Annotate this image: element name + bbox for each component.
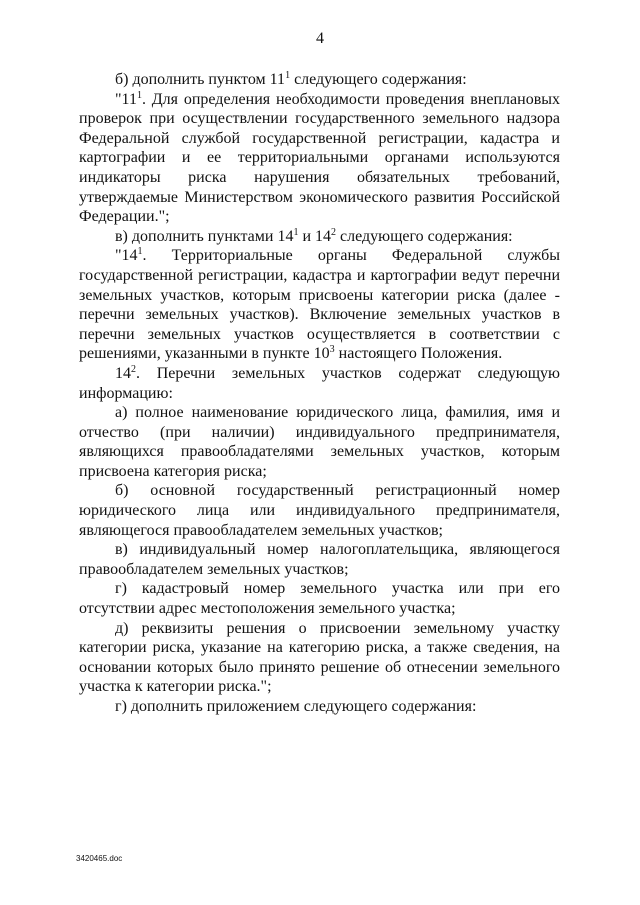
paragraph-add-item-11-1: б) дополнить пунктом $11^1$ следующего содержания: [115,70,467,88]
paragraph-add-appendix: г) дополнить приложением следующего содержания: [115,698,477,715]
file-name-footer: 3420465.doc [76,854,123,863]
page-number: 4 [316,30,324,47]
list-item-b: б) основной государственный регистрационный номер юридического лица или индивидуального предпринимателя, являющегося правообладателем земельных участков; [79,482,560,539]
list-item-v: в) индивидуальный номер налогоплательщика, являющегося правообладателем земельных участков; [79,541,560,578]
list-item-g: г) кадастровый номер земельного участка или при его отсутствии адрес местоположения земельного участка; [79,580,560,618]
list-item-d: д) реквизиты решения о присвоении земельному участку категории риска, указание на категорию риска, а также сведения, на основании которых было принято решение об отнесении земельного участка к категории риска."; [79,619,560,696]
list-item-a: а) полное наименование юридического лица, фамилия, имя и отчество (при наличии) индивидуального предпринимателя, являющихся правообладателями земельных участков, которым присвоена категория риска; [79,404,560,480]
paragraph-add-items-14: в) дополнить пунктами $14^1$ и $14^2$ следующего содержания: [115,226,513,245]
paragraph-item-14-1: "$14^1$. Территориальные органы Федеральной службы государственной регистрации, кадастра и картографии ведут перечни земельных участков, которым присвоены категории риска (далее - перечни земельных участков). Включение земельных участков в перечни земельных участков осуществляется в соответствии с решениями, указанными в пункте $10^3$ настоящего Положения. [79,246,560,363]
paragraph-item-14-2: $14^2$. Перечни земельных участков содержат следующую информацию: [79,363,560,402]
document-body [79,70,560,717]
paragraph-item-11-1: "$11^1$. Для определения необходимости проведения внеплановых проверок при осуществлении государственного земельного надзора Федеральной службой государственной регистрации, кадастра и картографии и ее территориальными органами используются индикаторы риска нарушения обязательных требований, утверждаемые Министерством экономического развития Российской Федерации."; [79,89,560,226]
